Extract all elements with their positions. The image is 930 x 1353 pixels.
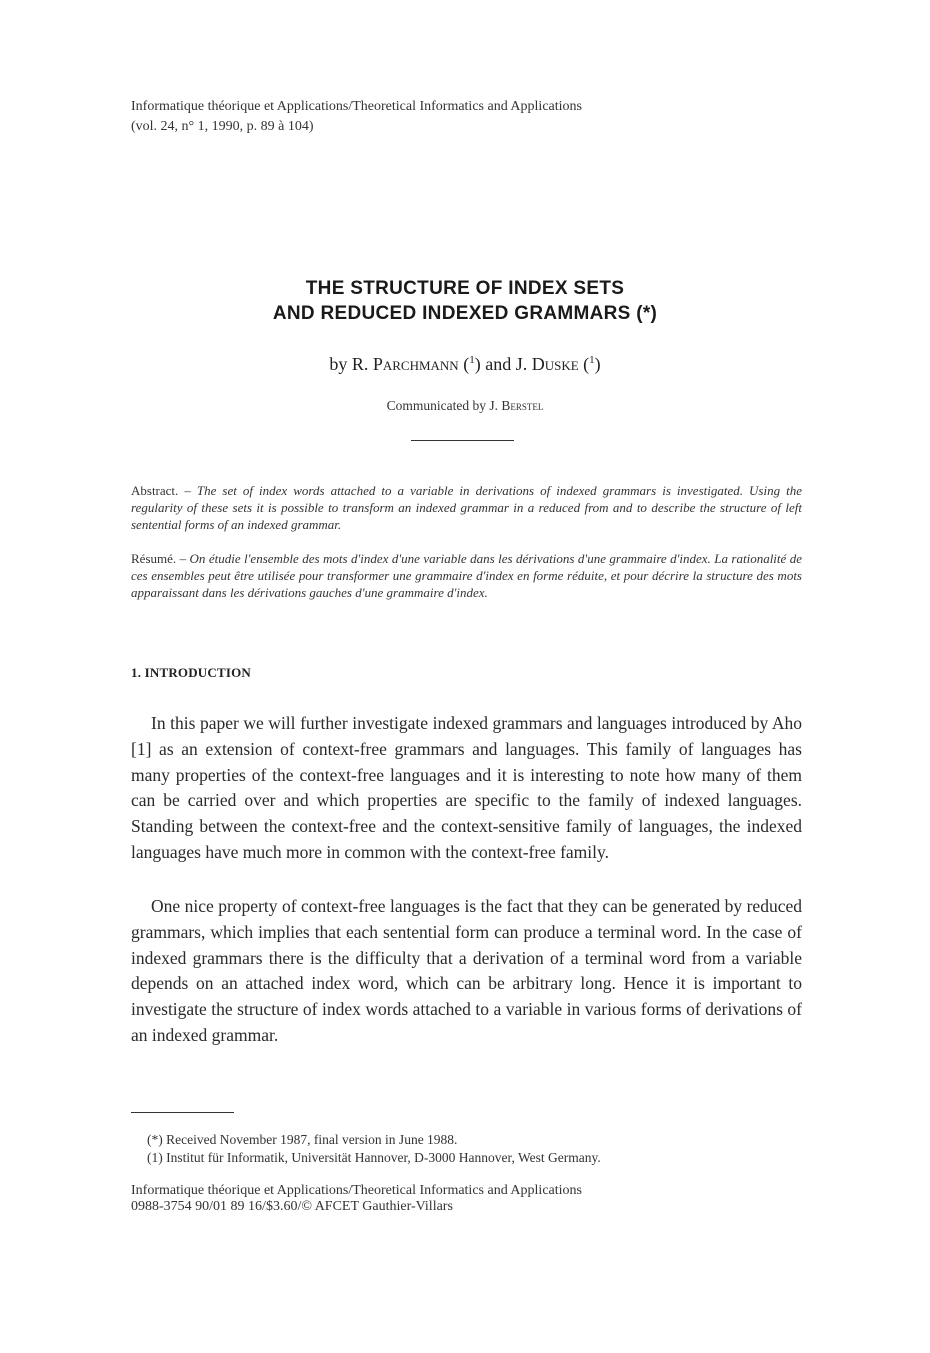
footer-issn: 0988-3754 90/01 89 16/$3.60/© AFCET Gauthier-Villars	[131, 1199, 453, 1214]
footnote-mark: (1)	[147, 1150, 163, 1165]
authors: by R. Parchmann ($^1$) and J. Duske ($^1$)	[329, 354, 601, 374]
abstract-label: Abstract. –	[131, 483, 191, 498]
paper-title	[0, 276, 930, 326]
journal-header	[131, 97, 771, 137]
footnote-affiliation	[147, 1149, 802, 1167]
journal-name: Informatique théorique et Applications/Theoretical Informatics and Applications	[131, 99, 582, 114]
journal-volume: (vol. 24, n° 1, 1990, p. 89 à 104)	[131, 119, 314, 134]
resume-label: Résumé. –	[131, 551, 187, 566]
section-heading: 1. INTRODUCTION	[131, 665, 252, 680]
footnote-divider	[131, 1112, 234, 1113]
abstract-text: The set of index words attached to a variable in derivations of indexed grammars is investigated. Using the regularity of these sets it is possible to transform an indexed grammar in a reduced from and to describe the structure of left sentential forms of an indexed grammar.	[131, 483, 802, 532]
resume	[131, 550, 802, 601]
title-line-2: AND REDUCED INDEXED GRAMMARS (*)	[272, 303, 658, 324]
footnote-text: Institut für Informatik, Universität Hannover, D-3000 Hannover, West Germany.	[166, 1150, 601, 1165]
affiliation-mark-2: 1	[589, 354, 595, 366]
author-duske: Duske	[531, 354, 579, 374]
resume-text: On étudie l'ensemble des mots d'index d'une variable dans les dérivations d'une grammaire d'index. La rationalité de ces ensembles peut être utilisée pour transformer une grammaire d'index en forme réduite, et pour décrire la structure des mots apparaissant dans les dérivations gauches d'une grammaire d'index.	[131, 551, 803, 600]
page-footer	[131, 1183, 771, 1215]
affiliation-mark-1: 1	[469, 354, 475, 366]
title-divider	[411, 440, 514, 441]
communicated-prefix: Communicated by J.	[386, 398, 498, 413]
footer-journal: Informatique théorique et Applications/Theoretical Informatics and Applications	[131, 1183, 582, 1198]
paragraph-2: One nice property of context-free languages is the fact that they can be generated by reduced grammars, which implies that each sentential form can produce a terminal word. In the case of indexed grammars there is the difficulty that a derivation of a terminal word from a variable depends on an attached index word, which can be arbitrary long. Hence it is important to investigate the structure of index words attached to a variable in various forms of derivations of an indexed grammar.	[131, 896, 802, 1045]
footnote-mark: (*)	[147, 1132, 163, 1147]
footnote-text: Received November 1987, final version in June 1988.	[166, 1132, 458, 1147]
authors-and: and J.	[485, 354, 528, 374]
authors-by: by R.	[329, 354, 369, 374]
abstract	[131, 482, 802, 533]
title-line-1: THE STRUCTURE OF INDEX SETS	[305, 278, 625, 299]
communicated-name: Berstel	[501, 398, 544, 413]
author-parchmann: Parchmann	[372, 354, 459, 374]
footnote-received	[147, 1131, 802, 1149]
paragraph-1: In this paper we will further investigate indexed grammars and languages introduced by Aho [1] as an extension of context-free grammars and languages. This family of languages has many properties of the context-free languages and it is interesting to note how many of them can be carried over and which properties are specific to the family of indexed languages. Standing between the context-free and the context-sensitive family of languages, the indexed languages have much more in common with the context-free family.	[131, 713, 802, 862]
communicated-by	[0, 398, 930, 414]
